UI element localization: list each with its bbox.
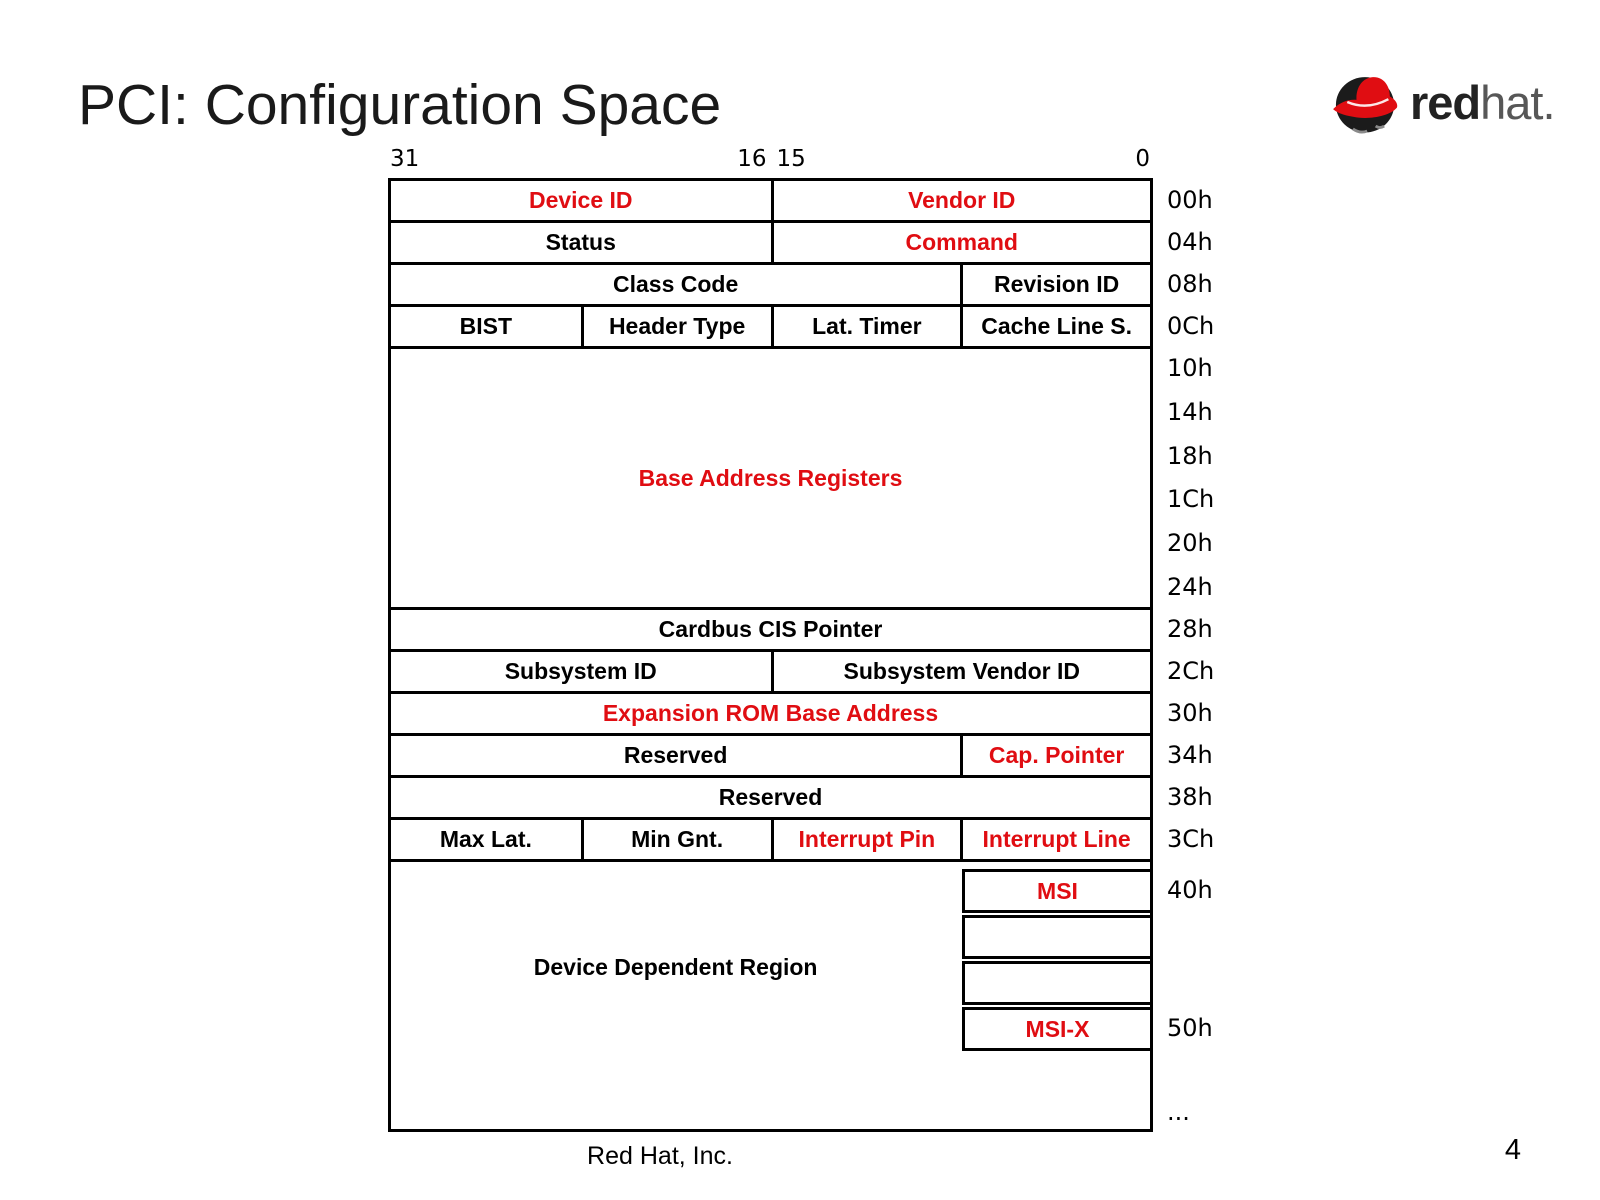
cell-header-type: Header Type	[581, 307, 771, 346]
bit-ruler	[388, 142, 1153, 174]
cell-command: Command	[771, 223, 1151, 262]
offset-label-24h: 24h	[1167, 573, 1213, 601]
register-row-base-address	[388, 346, 1153, 610]
bit-label-31: 31	[390, 146, 420, 172]
offset-label-34h: 34h	[1167, 741, 1213, 769]
offset-label-14h: 14h	[1167, 398, 1213, 426]
register-row-00h	[388, 178, 1153, 223]
redhat-wordmark	[1410, 75, 1555, 130]
offset-label-08h: 08h	[1167, 270, 1213, 298]
bit-label-15: 15	[776, 146, 806, 172]
register-row-28h	[388, 607, 1153, 652]
cell-cardbus-cis-pointer: Cardbus CIS Pointer	[658, 616, 883, 642]
offset-label-1ch: 1Ch	[1167, 485, 1215, 513]
cell-revision-id: Revision ID	[960, 265, 1150, 304]
wordmark-hat: hat	[1480, 75, 1543, 129]
capability-box-column	[962, 869, 1153, 1051]
register-row-08h	[388, 262, 1153, 307]
offset-label-18h: 18h	[1167, 442, 1213, 470]
cell-latency-timer: Lat. Timer	[771, 307, 961, 346]
register-row-device-dependent	[388, 859, 1153, 1132]
cell-expansion-rom-base-address: Expansion ROM Base Address	[602, 700, 939, 726]
cell-subsystem-id: Subsystem ID	[504, 658, 657, 684]
offset-label-04h: 04h	[1167, 228, 1213, 256]
cell-max-lat: Max Lat.	[439, 826, 532, 852]
offset-label-40h: 40h	[1167, 876, 1213, 904]
wordmark-period: .	[1542, 75, 1555, 129]
offset-label-0ch: 0Ch	[1167, 312, 1215, 340]
cell-empty-capability-2	[962, 961, 1153, 1005]
offset-label-3ch: 3Ch	[1167, 825, 1215, 853]
offset-label-00h: 00h	[1167, 186, 1213, 214]
footer-text: Red Hat, Inc.	[587, 1142, 733, 1170]
cell-interrupt-pin: Interrupt Pin	[771, 820, 961, 859]
register-row-34h	[388, 733, 1153, 778]
bit-label-16: 16	[737, 146, 767, 172]
cell-status: Status	[545, 229, 616, 255]
offset-label-10h: 10h	[1167, 354, 1213, 382]
slide-title: PCI: Configuration Space	[78, 73, 722, 137]
register-row-30h	[388, 691, 1153, 736]
cell-reserved-34h: Reserved	[623, 742, 728, 768]
register-row-04h	[388, 220, 1153, 265]
cell-class-code: Class Code	[612, 271, 739, 297]
cell-device-dependent-region: Device Dependent Region	[533, 954, 818, 980]
page-number: 4	[1504, 1134, 1522, 1166]
cell-bist: BIST	[459, 313, 513, 339]
register-row-2ch	[388, 649, 1153, 694]
register-row-3ch	[388, 817, 1153, 862]
redhat-shadowman-icon	[1326, 66, 1404, 138]
wordmark-red: red	[1410, 75, 1481, 129]
bit-label-0: 0	[1135, 146, 1150, 172]
cell-reserved-38h: Reserved	[718, 784, 823, 810]
cell-min-gnt: Min Gnt.	[581, 820, 771, 859]
offset-label-20h: 20h	[1167, 529, 1213, 557]
cell-subsystem-vendor-id: Subsystem Vendor ID	[771, 652, 1151, 691]
offset-label-ellipsis: ...	[1167, 1098, 1190, 1126]
cell-vendor-id: Vendor ID	[771, 181, 1151, 220]
offset-label-2ch: 2Ch	[1167, 657, 1215, 685]
register-row-0ch	[388, 304, 1153, 349]
cell-base-address-registers: Base Address Registers	[638, 464, 903, 491]
offset-label-50h: 50h	[1167, 1014, 1213, 1042]
redhat-logo	[1326, 66, 1555, 138]
offset-label-38h: 38h	[1167, 783, 1213, 811]
pci-config-table	[388, 178, 1153, 1132]
cell-device-id: Device ID	[528, 187, 633, 213]
cell-interrupt-line: Interrupt Line	[960, 820, 1150, 859]
cell-msi-x: MSI-X	[962, 1007, 1153, 1051]
cell-empty-capability-1	[962, 915, 1153, 959]
cell-msi: MSI	[962, 869, 1153, 913]
register-row-38h	[388, 775, 1153, 820]
offset-column	[1167, 0, 1247, 1200]
cell-capabilities-pointer: Cap. Pointer	[960, 736, 1150, 775]
offset-label-28h: 28h	[1167, 615, 1213, 643]
offset-label-30h: 30h	[1167, 699, 1213, 727]
cell-cache-line-size: Cache Line S.	[960, 307, 1150, 346]
